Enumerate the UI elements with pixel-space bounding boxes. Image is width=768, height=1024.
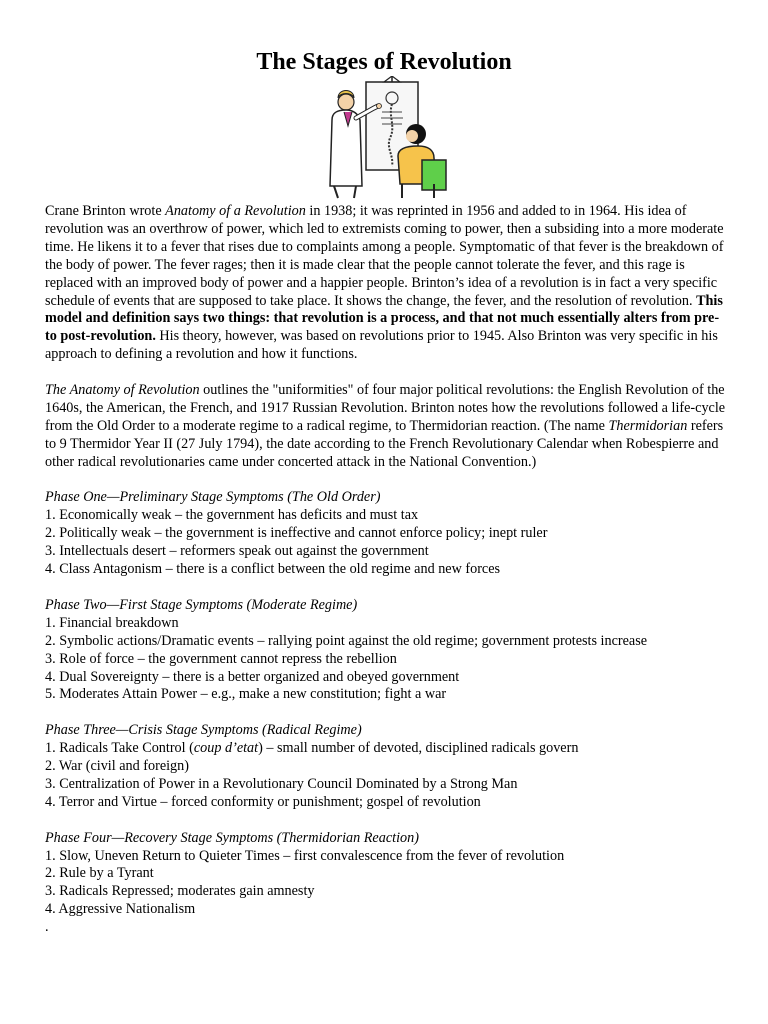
list-item: 2. Politically weak – the government is ineffective and cannot enforce policy; inept ruler [45,525,548,542]
list-item: 3. Role of force – the government cannot repress the rebellion [45,650,397,667]
page-title: The Stages of Revolution [256,49,512,75]
list-item: 3. Radicals Repressed; moderates gain amnesty [45,883,315,900]
phase-three-heading: Phase Three—Crisis Stage Symptoms (Radical Regime) [45,722,362,739]
doctor-skeleton-clipart [318,76,450,200]
trailing-dot: . [45,919,49,936]
list-item: 2. Symbolic actions/Dramatic events – rallying point against the old regime; government protests increase [45,632,648,649]
list-item: 2. War (civil and foreign) [45,758,189,775]
book-title: Anatomy of a Revolution [165,203,306,219]
list-item: 1. Economically weak – the government has deficits and must tax [45,507,419,524]
list-item: 4. Aggressive Nationalism [45,901,196,918]
key-claim: This model and definition says two things: that revolution is a process, and that not much essentially alters from pre-to post-revolution. [45,292,723,345]
list-item: 1. Financial breakdown [45,614,179,631]
phase-one-heading: Phase One—Preliminary Stage Symptoms (The Old Order) [45,489,381,506]
phase-four-heading: Phase Four—Recovery Stage Symptoms (Thermidorian Reaction) [45,829,419,846]
intro-paragraph-1: Crane Brinton wrote Anatomy of a Revolution in 1938; it was reprinted in 1956 and added to in 1964. His idea of revolution was an overthrow of power, which led to extremists coming to power, then a subsiding into a more moderate time. He likens it to a fever that rises due to complaints among a people. Symptomatic of that fever is the breakdown of the body of power. The fever rages; then it is made clear that the people cannot tolerate the fever, and this rage is replaced with an improved body of power and a happier people. Brinton’s idea of a revolution is in fact a very specific schedule of events that are supposed to take place. It shows the change, the fever, and the resolution of revolution. This model and definition says two things: that revolution is a process, and that not much essentially alters from pre-to post-revolution. His theory, however, was based on revolutions prior to 1945. Also Brinton was very specific in his approach to defining a revolution and how it functions. [45,203,724,363]
phase-one-section [45,489,730,579]
phase-three-section [45,722,730,812]
phase-two-heading: Phase Two—First Stage Symptoms (Moderate Regime) [45,596,358,613]
phase-four-section [45,830,730,937]
article-body [45,203,730,937]
coup-term: coup d’etat [193,740,259,757]
intro-paragraph-2: The Anatomy of Revolution outlines the "uniformities" of four major political revolutions: the English Revolution of the 1640s, the American, the French, and 1917 Russian Revolution. Brinton notes how the revolutions followed a life-cycle from the Old Order to a moderate regime to a radical regime, to Thermidorian reaction. (The name Thermidorian refers to 9 Thermidor Year II (27 July 1794), the date according to the French Revolutionary Calendar when Robespierre and other radical revolutionaries came under concerted attack in the National Convention.) [45,382,726,470]
list-item: 4. Terror and Virtue – forced conformity or punishment; gospel of revolution [45,793,481,810]
list-item: 1. Radicals Take Control (coup d’etat) – small number of devoted, disciplined radicals govern [45,740,579,757]
list-item: 4. Class Antagonism – there is a conflict between the old regime and new forces [45,561,501,578]
book-title: The Anatomy of Revolution [45,382,200,399]
list-item: 3. Centralization of Power in a Revolutionary Council Dominated by a Strong Man [45,775,518,792]
list-item: 5. Moderates Attain Power – e.g., make a new constitution; fight a war [45,686,447,703]
list-item: 2. Rule by a Tyrant [45,865,154,882]
list-item: 4. Dual Sovereignty – there is a better organized and obeyed government [45,668,460,685]
list-item: 3. Intellectuals desert – reformers speak out against the government [45,543,429,560]
phase-two-section [45,597,730,704]
list-item: 1. Slow, Uneven Return to Quieter Times – first convalescence from the fever of revolution [45,847,565,864]
thermidorian-term: Thermidorian [608,417,688,434]
